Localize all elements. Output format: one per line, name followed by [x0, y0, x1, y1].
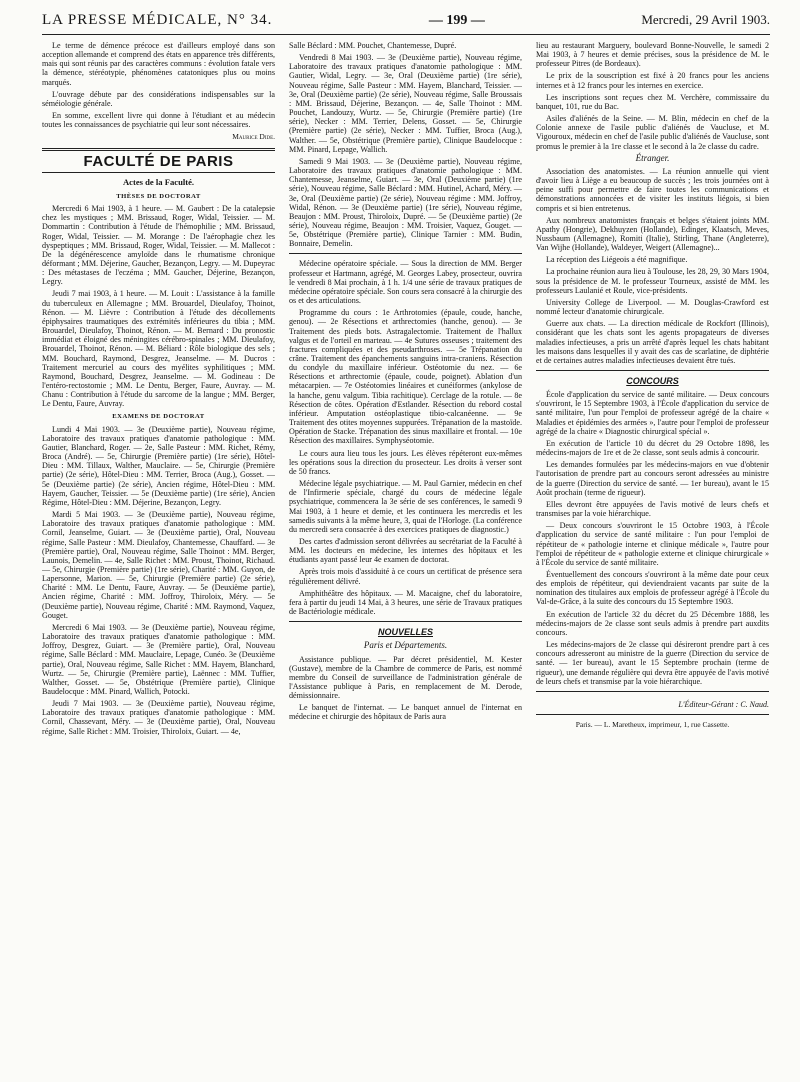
concours-paragraph: En exécution de l'article 10 du décret du 29 Octobre 1898, les médecins-majors de 1re et de 2e classe, sont seuls admis à concourir. [536, 438, 769, 458]
exams-paragraph: Mardi 5 Mai 1903. — 3e (Deuxième partie), Nouveau régime, Laboratoire des travaux pratiques d'anatomie pathologique : MM. Cornil, Jeanselme, Guiart. — 3e (Deuxième partie), Oral, Nouveau régime, Salle Pasteur : MM. Dieulafoy, Chantemesse, Chauffard. — 3e (Première partie), Oral, Nouveau régime, Salle Thoinot : MM. Berger, Launois, Demelin. — 4e, Salle Richet : MM. Proust, Thoinot, Richaud. — 5e, Chirurgie (Première partie) (1re série), Charité : MM. Guyon, de Lapersonne, Marion. — 5e, Chirurgie (Première partie) (2e série), Charité : MM. Le Dentu, Faure, Auvray. — 5e (Deuxième partie), Ancien régime, Charité : MM. Joffroy, Thiroloix, Méry. — 5e (Deuxième partie), Nouveau régime, Charité : MM. Raymond, Vaquez, Gouget. [42, 510, 275, 620]
news-paragraph: Les inscriptions sont reçues chez M. Verchère, commissaire du banquet, 101, rue du Bac. [536, 92, 769, 111]
column-2 [289, 41, 522, 1071]
news-paragraph: Le banquet de l'internat. — Le banquet annuel de l'internat en médecine et chirurgie des hôpitaux de Paris aura [289, 703, 522, 722]
news-paragraph: Asiles d'aliénés de la Seine. — M. Blin, médecin en chef de la Colonie annexe de l'asile public d'aliénés de Vaucluse, et M. Vigouroux, médecin en chef de l'asile public d'aliénés de Vaucluse, sont promus le premier à la 1re classe et le second à la 2e classe du cadre. [536, 114, 769, 151]
news-paragraph: University College de Liverpool. — M. Douglas-Crawford est nommé lecteur d'anatomie chirurgicale. [536, 297, 769, 317]
concours-paragraph: — Deux concours s'ouvriront le 15 Octobre 1903, à l'École d'application du service de santé militaire : l'un pour l'emploi de répétiteur de « pathologie interne et clinique médicale », l'autre pour l'emploi de répétiteur de « pathologie externe et clinique chirurgicale » à l'École du service de santé militaire. [536, 521, 769, 567]
review-signature: Maurice Dide. [232, 132, 275, 142]
exams-paragraph: Jeudi 7 Mai 1903. — 3e (Deuxième partie), Nouveau régime, Laboratoire des travaux pratiques d'anatomie pathologique : MM. Cornil, Chassevant, Méry. — 3e (Deuxième partie), Oral, Nouveau régime, Salle Richet : MM. Troisier, Thiroloix, Guiart. — 4e, [42, 699, 275, 736]
news-paragraph: Médecine légale psychiatrique. — M. Paul Garnier, médecin en chef de l'Infirmerie spéciale, chargé du cours de médecine légale psychiatrique, commencera la 3e série de ses conférences, le samedi 9 Mai 1903, à 1 heure et demie, et les continuera les mercredis et les samedis suivants à la même heure, 3, quai de l'Horloge. (La conférence du mercredi sera consacrée à des exercices pratiques de diagnostic.) [289, 479, 522, 534]
editor-line: L'Éditeur-Gérant : C. Naud. [678, 699, 769, 709]
page-number: — 199 — [428, 13, 485, 28]
page-header [42, 12, 770, 35]
exams-paragraph: Lundi 4 Mai 1903. — 3e (Deuxième partie), Nouveau régime, Laboratoire des travaux pratiques d'anatomie pathologique : MM. Gautier, Blanchard, Roger. — 2e, Salle Pasteur : MM. Richet, Rémy, Broca (André). — 5e, Chirurgie (Première partie) (1re série), Hôtel-Dieu : MM. Tillaux, Walther, Mauclaire. — 5e, Chirurgie (Première partie) (2e série), Hôtel-Dieu : MM. Terrier, Broca (Aug.), Gosset. — 5e (Deuxième partie) (2e série), Ancien régime, Hôtel-Dieu : MM. Hayem, Gaucher, Teissier. — 5e (Deuxième partie) (1re série), Ancien Régime, Hôtel-Dieu : MM. Déjerine, Bezançon, Legry. [42, 424, 275, 507]
column-3 [536, 41, 769, 1071]
news-paragraph: lieu au restaurant Marguery, boulevard Bonne-Nouvelle, le samedi 2 Mai 1903, à 7 heures et demie précises, sous la présidence de M. le professeur Pitres (de Bordeaux). [536, 41, 769, 69]
issue-date: Mercredi, 29 Avril 1903. [641, 12, 770, 27]
divider [289, 253, 522, 254]
concours-paragraph: En exécution de l'article 32 du décret du 25 Décembre 1888, les médecins-majors de 2e classe sont seuls admis à prendre part auxdits concours. [536, 609, 769, 637]
concours-paragraph: École d'application du service de santé militaire. — Deux concours s'ouvriront, le 15 Septembre 1903, à l'École d'application du service de santé militaire, l'un pour l'emploi de professeur agrégé de la chaire « Maladies et épidémies des armées », l'autre pour l'emploi de professeur agrégé de la chaire « Diagnostic chirurgical spécial ». [536, 390, 769, 436]
column-1 [42, 41, 275, 1071]
news-paragraph: Médecine opératoire spéciale. — Sous la direction de MM. Berger professeur et Hartmann, agrégé, M. Georges Labey, prosecteur, ouvrira le vendredi 8 Mai prochain, à 1 h. 1/4 une série de travaux pratiques de médecine opératoire spéciale. Son cours sera consacré à la chirurgie des os et des articulations. [289, 259, 522, 306]
exams-heading: EXAMENS DE DOCTORAT [112, 413, 205, 421]
concours-paragraph: Éventuellement des concours s'ouvriront à la même date pour ceux des emplois de répétiteur, qui deviendraient vacants par suite de la nomination des titulaires aux emplois de professeur agrégé à l'École du Val-de-Grâce, à la suite des concours du 15 Septembre 1903. [536, 569, 769, 607]
concours-paragraph: Elles devront être appuyées de l'avis motivé de leurs chefs et transmises par la voie hiérarchique. [536, 499, 769, 519]
printer-line: Paris. — L. Maretheux, imprimeur, 1, rue Cassette. [575, 720, 730, 729]
news-paragraph: Assistance publique. — Par décret présidentiel, M. Kester (Gustave), membre de la Chambre de commerce de Paris, est nommé membre du Conseil de surveillance de l'administration générale de l'Assistance publique à Paris, en remplacement de M. Derode, démissionnaire. [289, 654, 522, 701]
divider [536, 714, 769, 715]
paris-subtitle: Paris et Départements. [363, 640, 448, 651]
exams-paragraph: Salle Béclard : MM. Pouchet, Chantemesse, Dupré. [289, 41, 457, 50]
theses-paragraph: Mercredi 6 Mai 1903, à 1 heure. — M. Gaubert : De la catalepsie chez les mystiques ; MM. Brissaud, Roger, Widal, Teissier. — M. Dommartin : Contribution à l'étude de l'hémophilie ; MM. Brissaud, Roger, Widal, Teissier. — M. Morange : De l'aérophagie chez les dyspeptiques ; MM. Brissaud, Roger, Widal, Teissier. — M. Mallecot : De la dégénérescence amyloïde dans le rhumatisme chronique déformant ; MM. Déjerine, Gaucher, Bezançon, Legry. — M. Dupeyrac : Des métastases de l'eczéma ; MM. Gaucher, Déjerine, Bezançon, Legry. [42, 204, 275, 287]
exams-paragraph: Samedi 9 Mai 1903. — 3e (Deuxième partie), Nouveau régime, Laboratoire des travaux pratiques d'anatomie pathologique : MM. Chantemesse, Jeanselme, Guiart. — 3e, Oral (Deuxième partie) (1re série), Nouveau régime, Salle Béclard : MM. Hutinel, Achard, Méry. — 3e, Oral (Deuxième partie) (2e série), Nouveau régime : MM. Joffroy, Widal, Rénon. — 3e (Deuxième partie) (1re série), Nouveau régime, Beaujon : MM. Proust, Thiroloix, Dupré. — 5e (Deuxième partie) (2e série), Nouveau régime, Beaujon : MM. Troisier, Vaquez, Gouget. — 5e, Obstétrique (Première partie), Clinique Tarnier : MM. Budin, Bonnaire, Demelin. [289, 156, 522, 249]
news-paragraph: Après trois mois d'assiduité à ce cours un certificat de présence sera régulièrement délivré. [289, 567, 522, 586]
news-paragraph: La prochaine réunion aura lieu à Toulouse, les 28, 29, 30 Mars 1904, sous la présidence de M. le professeur Tourneux, assisté de MM. les professeurs Laulanié et Roule, vice-présidents. [536, 267, 769, 295]
news-paragraph: Association des anatomistes. — La réunion annuelle qui vient d'avoir lieu à Liège a eu beaucoup de succès ; les trois journées ont à peine suffi pour permettre de faire toutes les communications et démonstrations annoncées et de visiter les instituts liégois, si bien compris et si bien entretenus. [536, 166, 769, 213]
divider [42, 172, 275, 173]
divider [536, 370, 769, 371]
news-paragraph: Guerre aux chats. — La direction médicale de Rockfort (Illinois), considérant que les chats sont les agents propagateurs de diverses maladies infectieuses, a pris un arrêté d'après lequel les chats habitant les maisons dans lesquelles il y avait des cas de scarlatine, de diphtérie et de certaines autres maladies infectieuses devaient être tués. [536, 319, 769, 365]
journal-title: LA PRESSE MÉDICALE, N° 34. [42, 12, 273, 28]
news-paragraph: Le prix de la souscription est fixé à 20 francs pour les anciens internes et à 12 francs pour les internes en exercice. [536, 71, 769, 90]
news-paragraph: Programme du cours : 1e Arthrotomies (épaule, coude, hanche, genou). — 2e Résections et arthrectomies (hanche, genou). — 3e Traitement des pieds bots. Astragalectomie. Traitement de l'hallux valgus et de l'orteil en marteau. — 4e Sutures osseuses ; traitement des fractures compliquées et des pseudarthroses. — 5e Trépanation du crâne. Traitement des épanchements sanguins intra-craniens. Résection du condyle du maxillaire inférieur. Ostéotomie du nez. — 6e Résections et arthrectomie (épaule, coude, poignet). Ablation d'un métacarpien. — 7e Ostéotomies linéaires et cunéiformes (ankylose de la hanche, genu valgum. Tibia rachitique). Cerclage de la rotule. — 8e Résection de côtes. Opération d'Estlander. Résection du rebord costal inférieur. Amputation ostéoplastique tibio-calcanéenne. — 9e Traitement des otites moyennes suppurées. Trépanation de la mastoïde. Opération de Stacke. Trépanation des sinus maxillaire et frontal. — 10e Résection des maxillaires. Symphyséotomie. [289, 308, 522, 446]
exams-paragraph: Vendredi 8 Mai 1903. — 3e (Deuxième partie), Nouveau régime, Laboratoire des travaux pratiques d'anatomie pathologique : MM. Gautier, Widal, Legry. — 3e, Oral (Deuxième partie) (1re série), Nouveau régime, Salle Pasteur : MM. Hayem, Blanchard, Teissier. — 3e, Oral (Deuxième partie) (2e série), Nouveau régime, Salle Broussais : MM. Brissaud, Déjerine, Bezançon. — 4e, Salle Thoinot : MM. Pouchet, Landouzy, Wurtz. — 5e, Chirurgie (Première partie) (1re série), Necker : MM. Terrier, Delens, Gosset. — 5e, Chirurgie (Première partie) (2e série), Necker : MM. Tuffier, Broca (Aug.), Walther. — 5e, Obstétrique (Première partie), Clinique Baudelocque : MM. Pinard, Lepage, Wallich. [289, 53, 522, 154]
concours-paragraph: Les médecins-majors de 2e classe qui désireront prendre part à ces concours adresseront au ministre de la guerre (Direction du service de santé. — 1er bureau), avant le 15 Septembre prochain (terme de rigueur), une demande régulière qui devra être appuyée de l'avis motivé de leurs chefs et transmise par la voie hiérarchique. [536, 640, 769, 686]
concours-title: CONCOURS [626, 376, 679, 386]
theses-paragraph: Jeudi 7 mai 1903, à 1 heure. — M. Louit : L'assistance à la famille du tuberculeux en Allemagne ; MM. Brouardel, Dieulafoy, Thoinot, Rénon. — M. Lièvre : Contribution à l'étude des décollements épiphysaires traumatiques des extrémités inférieures du tibia ; MM. Brouardel, Dieulafoy, Thoinot, Rénon. — M. Bernard : Du pronostic immédiat et éloigné des méningites cérébro-spinales ; MM. Dieulafoy, Brouardel, Thoinot, Rénon. — M. Béliard : Rôle biologique des sels ; MM. Bouchard, Raymond, Desgrez, Jeanselme. — M. Ducros : Traitement mercuriel au cours des myélites syphilitiques ; MM. Raymond, Bouchard, Desgrez, Jeanselme. — M. Godineau : De l'entéro-rectostomie ; MM. Le Dentu, Berger, Faure, Auvray. — M. Chanu : Contribution à l'étude du sarcome de la langue ; MM. Berger, Le Dentu, Faure, Auvray. [42, 289, 275, 409]
divider [42, 148, 275, 151]
news-paragraph: Amphithéâtre des hôpitaux. — M. Macaigne, chef du laboratoire, fera à partir du jeudi 14 Mai, à 3 heures, une série de Travaux pratiques de Bactériologie médicale. [289, 588, 522, 617]
exams-paragraph: Mercredi 6 Mai 1903. — 3e (Deuxième partie), Nouveau régime, Laboratoire des travaux pratiques d'anatomie pathologique : MM. Joffroy, Desgrez, Guiart. — 3e (Première partie), Oral, Nouveau régime, Salle Béclard : MM. Mauclaire, Lepage, Cunéo. 3e (Deuxième partie), Oral, Nouveau régime, Salle Richet : MM. Hayem, Blanchard, Wurtz. — 5e, Chirurgie (Première partie), Laënnec : MM. Tuffier, Walther, Gosset. — 5e, Obstétrique (Première partie), Clinique Baudelocque : MM. Pinard, Wallich, Potocki. [42, 622, 275, 696]
news-paragraph: Des cartes d'admission seront délivrées au secrétariat de la Faculté à MM. les docteurs en médecine, les internes des hôpitaux et les étudiants ayant passé leur 4e examen de doctorat. [289, 536, 522, 565]
news-paragraph: Aux nombreux anatomistes français et belges s'étaient joints MM. Apathy (Hongrie), Dekhuyzen (Hollande), Edinger, Klaatsch, Meves, Nussbaum (Allemagne), Romiti (Italie), Stirling, Thane (Angleterre), Van Wijhe (Hollande), Waldeyer, Weigert (Allemagne)... [536, 215, 769, 253]
subsection-title: Actes de la Faculté. [122, 176, 195, 187]
news-paragraph: La réception des Liégeois a été magnifique. [546, 255, 688, 265]
theses-heading: THÈSES DE DOCTORAT [116, 192, 201, 200]
divider [536, 691, 769, 692]
review-paragraph: L'ouvrage débute par des considérations indispensables sur la séméiologie générale. [42, 89, 275, 108]
concours-paragraph: Les demandes formulées par les médecins-majors en vue d'obtenir l'autorisation de prendre part au concours seront adressées au ministre de la guerre (Direction du service de santé. — 1er bureau), avant le 15 Août prochain (terme de rigueur). [536, 460, 769, 497]
divider [289, 621, 522, 622]
section-title: FACULTÉ DE PARIS [83, 152, 234, 170]
review-paragraph: Le terme de démence précoce est d'ailleurs employé dans son acception allemande et comprend des états en apparence très différents, mais qui sont réunis par des caractères communs : évolution fatale vers la démence, stéréotypie, phénomènes catatoniques plus ou moins marqués. [42, 41, 275, 87]
news-paragraph: Le cours aura lieu tous les jours. Les élèves répéteront eux-mêmes les opérations sous la direction du prosecteur. Les droits à verser sont de 50 francs. [289, 448, 522, 476]
columns [42, 41, 770, 1071]
review-paragraph: En somme, excellent livre qui donne à l'étudiant et au médecin toutes les connaissances de psychiatrie qui leur sont nécessaires. [42, 111, 275, 130]
nouvelles-title: NOUVELLES [377, 627, 433, 638]
etranger-subtitle: Étranger. [635, 152, 670, 163]
